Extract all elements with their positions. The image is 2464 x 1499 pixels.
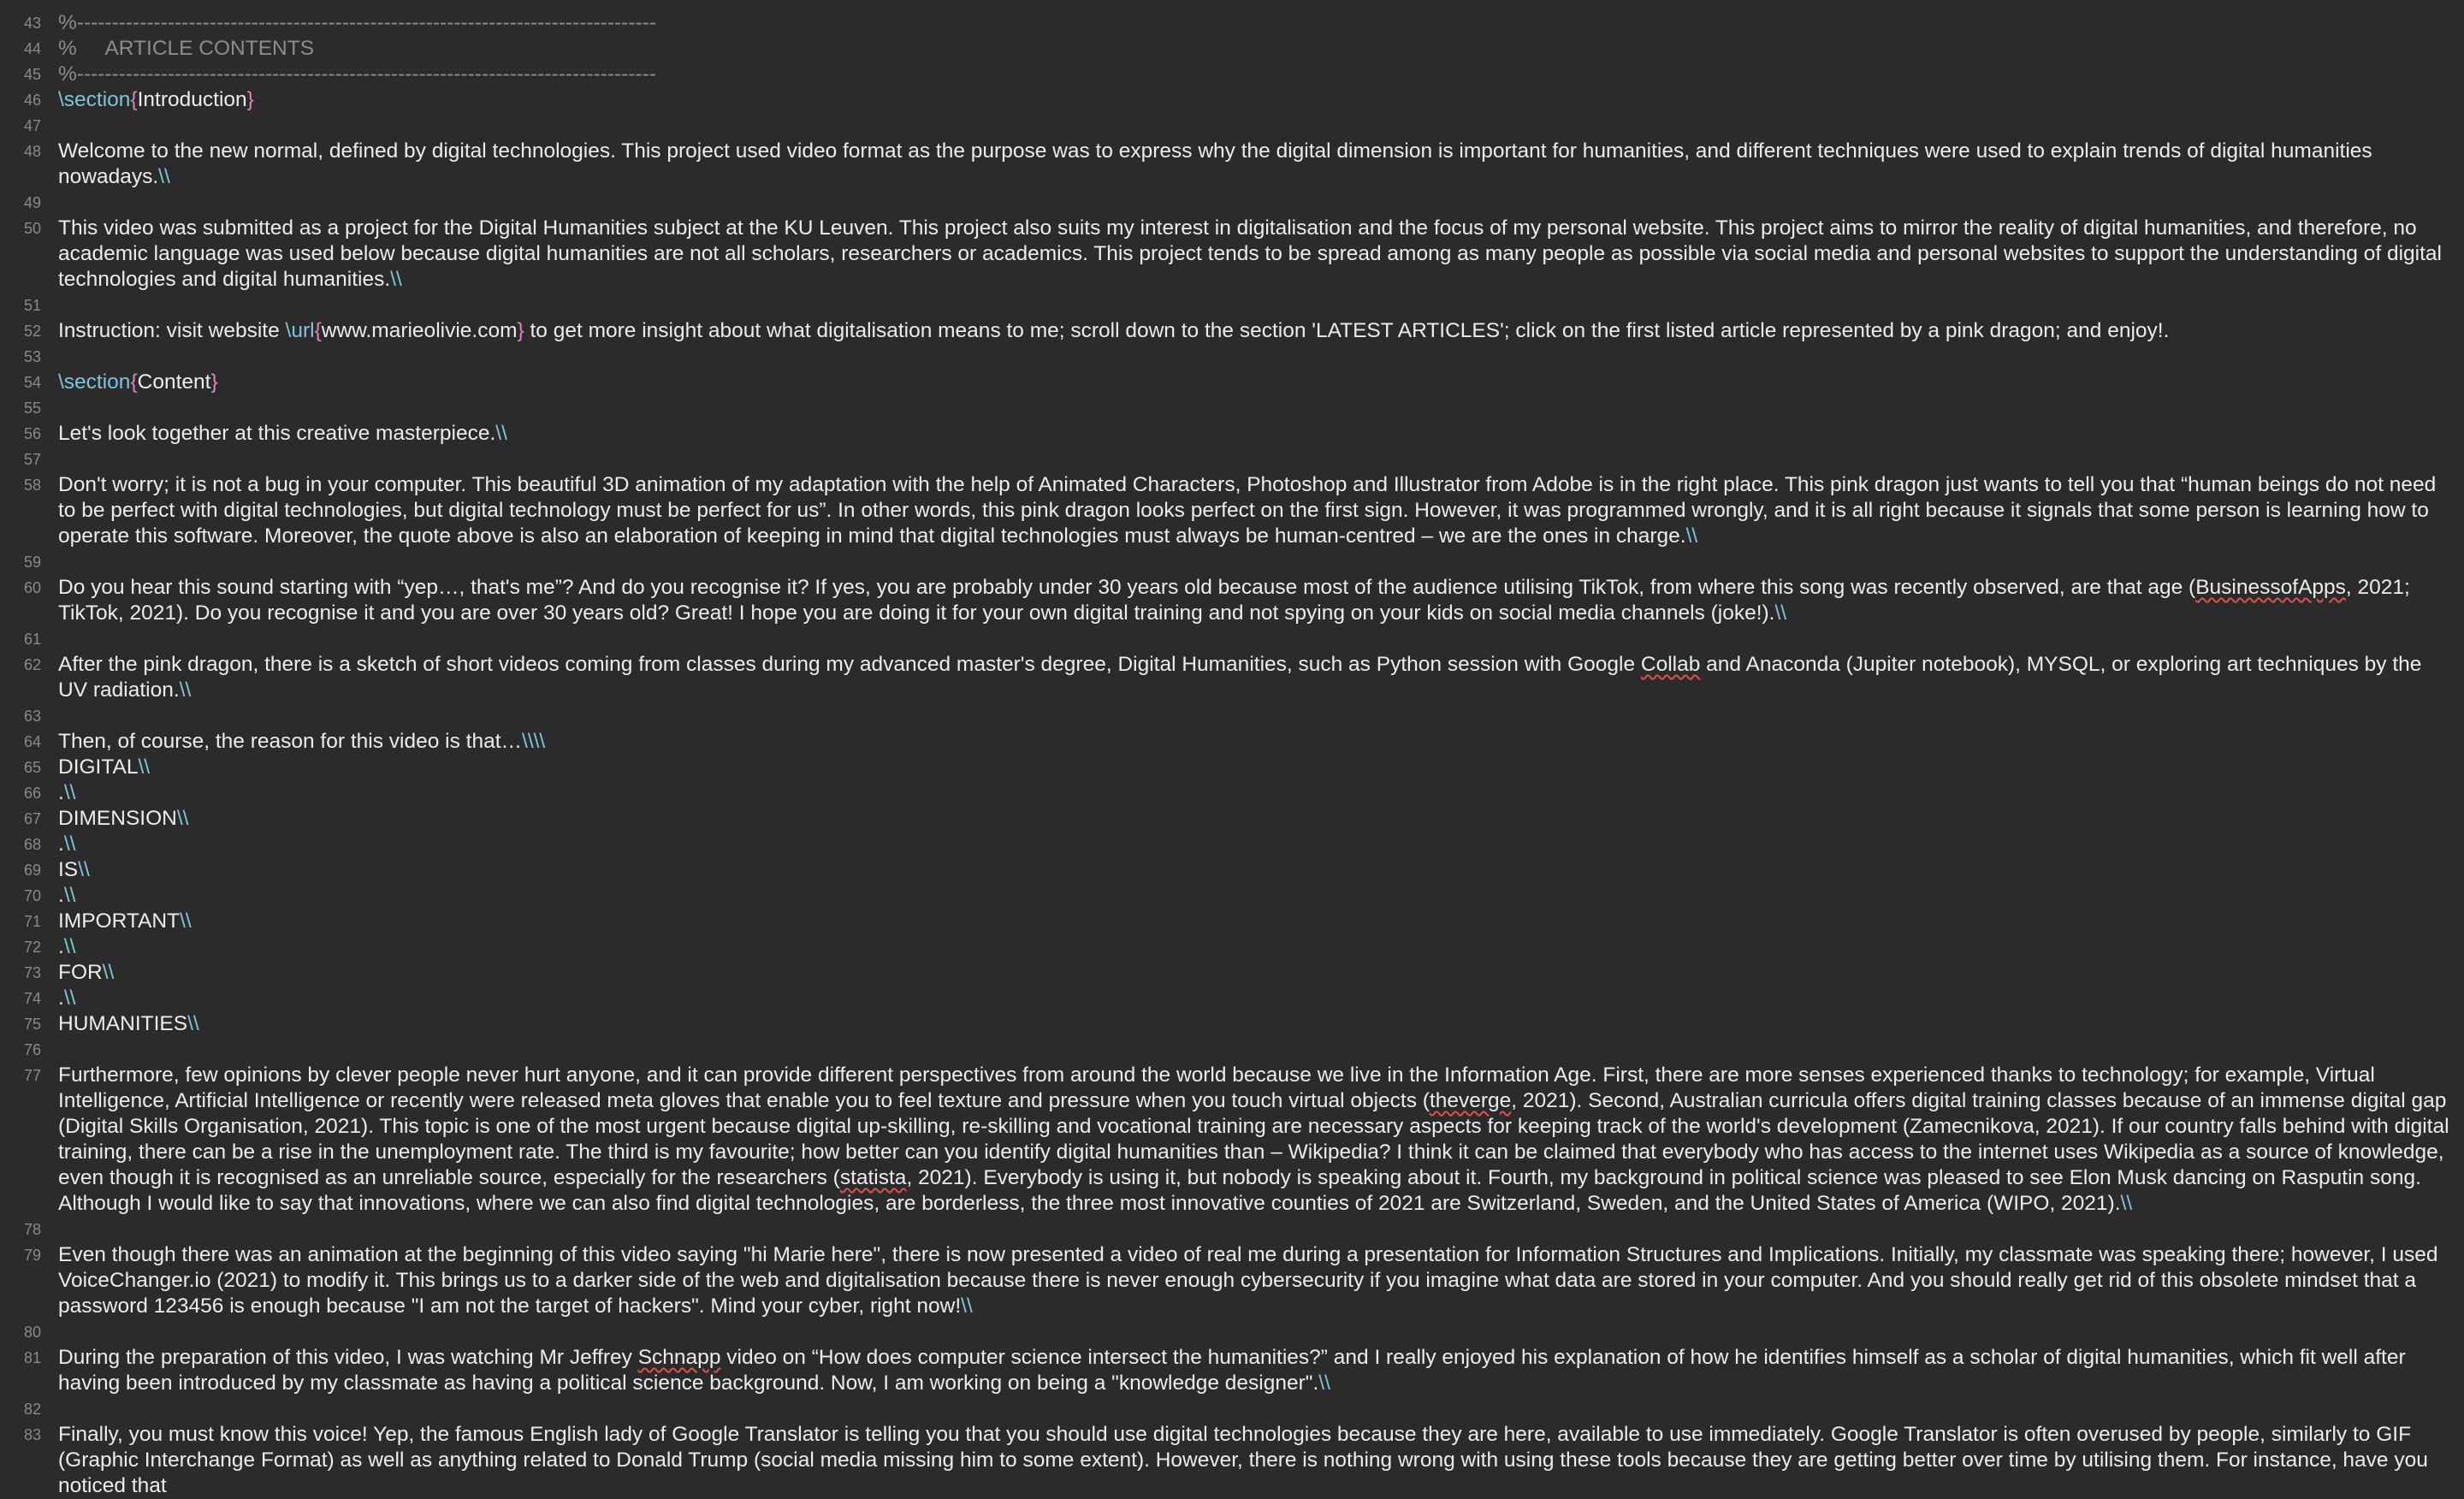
- line-content[interactable]: [41, 883, 2464, 909]
- editor-line[interactable]: [0, 1345, 2464, 1396]
- line-number: 58: [23, 477, 41, 494]
- line-number: 46: [23, 92, 41, 109]
- line-number: 56: [23, 425, 41, 442]
- line-content[interactable]: [41, 1422, 2464, 1499]
- text-segment: Even though there was an animation at the beginning of this video saying "hi Marie here", there is now presented a video of real me during a presentation for Information Structures and Implications. Initially, my classmate was speaking there; however, I used VoiceChanger.io (2021) to modify it. This brings us to a darker side of the web and digitalisation because there is never enough cybersecurity if you imagine what data are stored in your computer. And you should really get rid of this obsolete mindset that a password 123456 is enough because "I am not the target of hackers". Mind your cyber, right now!: [58, 1243, 2444, 1318]
- line-content[interactable]: [41, 293, 2464, 318]
- line-number: 77: [23, 1067, 41, 1084]
- latex-command: \\: [63, 781, 76, 804]
- latex-brace: }: [210, 370, 218, 394]
- latex-command: \\: [390, 268, 402, 291]
- line-number: 73: [23, 964, 41, 981]
- latex-brace: }: [517, 319, 524, 342]
- misspelled-word: theverge: [1429, 1089, 1512, 1112]
- comment-text: %-----------------------------------------------------------------------------------: [58, 62, 656, 86]
- line-content[interactable]: [41, 1242, 2464, 1319]
- editor-line[interactable]: [0, 1396, 2464, 1422]
- line-content[interactable]: [41, 575, 2464, 626]
- line-content[interactable]: [41, 1396, 2464, 1422]
- line-content[interactable]: [41, 1063, 2464, 1217]
- latex-command: \\: [1318, 1372, 1330, 1395]
- latex-brace: {: [314, 319, 322, 342]
- latex-command: \\: [187, 1012, 199, 1035]
- line-number: 47: [23, 117, 41, 134]
- line-number: 63: [23, 708, 41, 725]
- line-number: 80: [23, 1324, 41, 1341]
- latex-command: \\: [138, 755, 151, 779]
- editor-line[interactable]: [0, 395, 2464, 421]
- latex-command: \\: [2120, 1192, 2133, 1215]
- line-content[interactable]: [41, 395, 2464, 421]
- text-segment: Then, of course, the reason for this video is that…: [58, 730, 523, 753]
- line-content[interactable]: [41, 318, 2464, 344]
- line-content[interactable]: [41, 216, 2464, 293]
- misspelled-word: Schnapp: [637, 1346, 721, 1369]
- editor-line[interactable]: [0, 190, 2464, 216]
- line-number: 71: [23, 913, 41, 930]
- latex-command: \section: [58, 88, 131, 111]
- line-content[interactable]: [41, 344, 2464, 370]
- editor-line[interactable]: [0, 549, 2464, 575]
- latex-command: \\: [1774, 601, 1787, 625]
- line-content[interactable]: [41, 755, 2464, 780]
- editor-line[interactable]: [0, 883, 2464, 909]
- comment-text: % ARTICLE CONTENTS: [58, 37, 315, 60]
- line-content[interactable]: [41, 1037, 2464, 1063]
- editor-line[interactable]: [0, 216, 2464, 293]
- text-segment: to get more insight about what digitalisation means to me; scroll down to the section 'LATEST ARTICLES'; click on the first listed article represented by a pink dragon; and enjoy!.: [524, 319, 2170, 342]
- editor-line[interactable]: [0, 36, 2464, 62]
- line-content[interactable]: [41, 421, 2464, 447]
- line-content[interactable]: [41, 1011, 2464, 1037]
- line-number: 54: [23, 374, 41, 391]
- latex-command: \\: [1685, 524, 1698, 548]
- line-content[interactable]: [41, 1217, 2464, 1242]
- line-number: 78: [23, 1221, 41, 1238]
- line-number: 67: [23, 810, 41, 827]
- latex-command: \\: [158, 165, 170, 188]
- text-segment: .: [58, 832, 64, 856]
- line-number: 70: [23, 887, 41, 904]
- latex-command: \\: [78, 858, 90, 881]
- line-content[interactable]: [41, 960, 2464, 986]
- latex-command: \\: [495, 422, 507, 445]
- editor-line[interactable]: [0, 1422, 2464, 1499]
- text-segment: Content: [137, 370, 211, 394]
- line-number: 72: [23, 939, 41, 956]
- line-content[interactable]: [41, 1319, 2464, 1345]
- line-content[interactable]: [41, 857, 2464, 883]
- text-segment: Do you hear this sound starting with “yep…, that's me”? And do you recognise it? If yes, you are probably under 30 years old because most of the audience utilising TikTok, from where this song was recently observed, are that age (: [58, 576, 2196, 599]
- line-content[interactable]: [41, 113, 2464, 139]
- latex-command: \\: [176, 807, 189, 830]
- text-segment: DIMENSION: [58, 807, 177, 830]
- latex-command: \\: [961, 1295, 973, 1318]
- editor-line[interactable]: [0, 806, 2464, 832]
- text-segment: Don't worry; it is not a bug in your computer. This beautiful 3D animation of my adaptation with the help of Animated Characters, Photoshop and Illustrator from Adobe is in the right place. This pink dragon just wants to tell you that “human beings do not need to be perfect with digital technologies, but digital technology must be perfect for us”. In other words, this pink dragon looks perfect on the first sign. However, it was programmed wrongly, and it is all right because it signals that some person is learning how to operate this software. Moreover, the quote above is also an elaboration of keeping in mind that digital technologies must always be human-centred – we are the ones in charge.: [58, 473, 2443, 548]
- line-number: 64: [23, 733, 41, 750]
- line-content[interactable]: [41, 10, 2464, 36]
- line-content[interactable]: [41, 62, 2464, 87]
- line-number: 83: [23, 1426, 41, 1443]
- text-segment: Welcome to the new normal, defined by digital technologies. This project used video format as the purpose was to express why the digital dimension is important for humanities, and different techniques were used to explain trends of digital humanities nowadays.: [58, 139, 2378, 188]
- line-number: 53: [23, 348, 41, 365]
- editor-line[interactable]: [0, 113, 2464, 139]
- editor-line[interactable]: [0, 421, 2464, 447]
- editor-line[interactable]: [0, 780, 2464, 806]
- text-segment: DIGITAL: [58, 755, 139, 779]
- line-number: 48: [23, 143, 41, 160]
- latex-command: \\: [179, 678, 192, 702]
- text-segment: IS: [58, 858, 79, 881]
- line-number: 65: [23, 759, 41, 776]
- editor-line[interactable]: [0, 575, 2464, 626]
- line-number: 68: [23, 836, 41, 853]
- text-segment: Instruction: visit website: [58, 319, 286, 342]
- line-number: 82: [23, 1401, 41, 1418]
- text-segment: .: [58, 884, 64, 907]
- text-segment: .: [58, 781, 64, 804]
- line-content[interactable]: [41, 447, 2464, 472]
- editor-line[interactable]: [0, 1242, 2464, 1319]
- editor-line[interactable]: [0, 1217, 2464, 1242]
- text-segment: .: [58, 935, 64, 958]
- line-number: 81: [23, 1349, 41, 1366]
- editor-line[interactable]: [0, 832, 2464, 857]
- line-number: 60: [23, 579, 41, 596]
- line-number: 69: [23, 862, 41, 879]
- editor-line[interactable]: [0, 986, 2464, 1011]
- text-segment: Let's look together at this creative masterpiece.: [58, 422, 496, 445]
- text-segment: , 2021; TikTok, 2021). Do you recognise it and you are over 30 years old? Great! I hope you are doing it for your own digital training and not spying on your kids on social media channels (joke!).: [58, 576, 2416, 625]
- editor-line[interactable]: [0, 139, 2464, 190]
- line-content[interactable]: [41, 832, 2464, 857]
- line-content[interactable]: [41, 806, 2464, 832]
- misspelled-word: statista: [839, 1166, 907, 1189]
- latex-command: \\: [63, 935, 76, 958]
- line-number: 52: [23, 323, 41, 340]
- line-number: 79: [23, 1247, 41, 1264]
- latex-command: \\: [63, 832, 76, 856]
- line-content[interactable]: [41, 703, 2464, 729]
- line-content[interactable]: [41, 190, 2464, 216]
- text-segment: Furthermore, few opinions by clever people never hurt anyone, and it can provide different perspectives from around the world because we live in the Information Age. First, there are more senses experienced thanks to technology; for example, Virtual Intelligence, Artificial Intelligence or recently were released meta gloves that enable you to feel texture and pressure when you touch virtual objects (: [58, 1064, 2381, 1112]
- line-content[interactable]: [41, 626, 2464, 652]
- line-content[interactable]: [41, 139, 2464, 190]
- text-segment: HUMANITIES: [58, 1012, 188, 1035]
- text-segment: , 2021). Everybody is using it, but nobody is speaking about it. Fourth, my background in political science was pleased to see Elon Musk dancing on Rasputin song. Although I would like to say that innovations, where we can also find digital technologies, are borderless, the three most innovative counties of 2021 are Switzerland, Sweden, and the United States of America (WIPO, 2021).: [58, 1166, 2426, 1215]
- editor-lines: [0, 10, 2464, 1499]
- editor-line[interactable]: [0, 370, 2464, 395]
- editor-line[interactable]: [0, 1319, 2464, 1345]
- line-content[interactable]: [41, 780, 2464, 806]
- latex-command: \section: [58, 370, 131, 394]
- editor-line[interactable]: [0, 626, 2464, 652]
- editor-line[interactable]: [0, 703, 2464, 729]
- line-number: 62: [23, 656, 41, 673]
- editor-line[interactable]: [0, 472, 2464, 549]
- latex-command: \\: [63, 884, 76, 907]
- editor-line[interactable]: [0, 318, 2464, 344]
- latex-brace: }: [246, 88, 254, 111]
- line-number: 76: [23, 1041, 41, 1058]
- line-number: 45: [23, 66, 41, 83]
- text-segment: This video was submitted as a project for the Digital Humanities subject at the KU Leuven. This project also suits my interest in digitalisation and the focus of my personal website. This project aims to mirror the reality of digital humanities, and therefore, no academic language was used below because digital humanities are not all scholars, researchers or academics. This project tends to be spread among as many people as possible via social media and personal websites to support the understanding of digital technologies and digital humanities.: [58, 216, 2448, 291]
- text-segment: After the pink dragon, there is a sketch of short videos coming from classes during my advanced master's degree, Digital Humanities, such as Python session with Google: [58, 653, 1641, 676]
- text-segment: FOR: [58, 961, 103, 984]
- line-number: 57: [23, 451, 41, 468]
- text-segment: , 2021). Second, Australian curricula offers digital training classes because of an immense digital gap (Digital Skills Organisation, 2021). This topic is one of the most urgent because digital up-skilling, re-skilling and vocational training are necessary aspects for keeping track of the world's development (Zamecnikova, 2021). If our country falls behind with digital training, there can be a rise in the unemployment rate. The third is my favourite; how better can you identify digital humanities than – Wikipedia? I think it can be claimed that everybody who has access to the internet uses Wikipedia as a source of knowledge, even though it is recognised as an unreliable source, especially for the researchers (: [58, 1089, 2455, 1189]
- latex-brace: {: [130, 370, 138, 394]
- editor-line[interactable]: [0, 293, 2464, 318]
- line-content[interactable]: [41, 934, 2464, 960]
- editor-line[interactable]: [0, 87, 2464, 113]
- editor-line[interactable]: [0, 652, 2464, 703]
- text-segment: video on “How does computer science intersect the humanities?” and I really enjoyed his explanation of how he identifies himself as a scholar of digital humanities, which fit well after having been introduced by my classmate as having a political science background. Now, I am working on being a "knowledge designer".: [58, 1346, 2412, 1395]
- line-number: 49: [23, 194, 41, 211]
- editor-line[interactable]: [0, 729, 2464, 755]
- line-content[interactable]: [41, 652, 2464, 703]
- text-segment: and Anaconda (Jupiter notebook), MYSQL, or exploring art techniques by the UV radiation.: [58, 653, 2428, 702]
- line-number: 44: [23, 40, 41, 57]
- line-number: 50: [23, 220, 41, 237]
- line-content[interactable]: [41, 729, 2464, 755]
- line-content[interactable]: [41, 1345, 2464, 1396]
- line-number: 55: [23, 400, 41, 417]
- text-segment: Finally, you must know this voice! Yep, the famous English lady of Google Translator is telling you that you should use digital technologies because they are here, available to use immediately. Google Translator is often overused by people, similarly to GIF (Graphic Interchange Format) as well as anything related to Donald Trump (social media missing him to some extent). However, there is nothing wrong with using these tools because they are getting better over time by utilising them. For instance, have you noticed that: [58, 1423, 2434, 1497]
- editor-line[interactable]: [0, 1063, 2464, 1217]
- text-segment: IMPORTANT: [58, 909, 181, 933]
- misspelled-word: Collab: [1640, 653, 1701, 676]
- editor-line[interactable]: [0, 62, 2464, 87]
- editor-line[interactable]: [0, 755, 2464, 780]
- latex-brace: {: [130, 88, 138, 111]
- latex-command: \url: [285, 319, 315, 342]
- editor-line[interactable]: [0, 960, 2464, 986]
- line-number: 59: [23, 554, 41, 571]
- text-segment: .: [58, 986, 64, 1010]
- line-content[interactable]: [41, 986, 2464, 1011]
- latex-command: \\\\: [522, 730, 546, 753]
- latex-command: \\: [180, 909, 192, 933]
- editor-line[interactable]: [0, 857, 2464, 883]
- line-content[interactable]: [41, 370, 2464, 395]
- line-number: 51: [23, 297, 41, 314]
- line-number: 66: [23, 785, 41, 802]
- line-content[interactable]: [41, 36, 2464, 62]
- latex-command: \\: [102, 961, 115, 984]
- line-number: 43: [23, 15, 41, 32]
- editor-line[interactable]: [0, 1011, 2464, 1037]
- line-content[interactable]: [41, 472, 2464, 549]
- text-segment: During the preparation of this video, I was watching Mr Jeffrey: [58, 1346, 638, 1369]
- text-segment: Introduction: [137, 88, 247, 111]
- editor-line[interactable]: [0, 909, 2464, 934]
- misspelled-word: BusinessofApps: [2195, 576, 2346, 599]
- editor-line[interactable]: [0, 1037, 2464, 1063]
- line-number: 74: [23, 990, 41, 1007]
- comment-text: %-----------------------------------------------------------------------------------: [58, 11, 656, 34]
- line-content[interactable]: [41, 909, 2464, 934]
- line-number: 61: [23, 631, 41, 648]
- editor-line[interactable]: [0, 447, 2464, 472]
- latex-command: \\: [63, 986, 76, 1010]
- editor-line[interactable]: [0, 344, 2464, 370]
- line-number: 75: [23, 1016, 41, 1033]
- editor-line[interactable]: [0, 10, 2464, 36]
- line-content[interactable]: [41, 87, 2464, 113]
- line-content[interactable]: [41, 549, 2464, 575]
- editor-line[interactable]: [0, 934, 2464, 960]
- text-segment: www.marieolivie.com: [321, 319, 518, 342]
